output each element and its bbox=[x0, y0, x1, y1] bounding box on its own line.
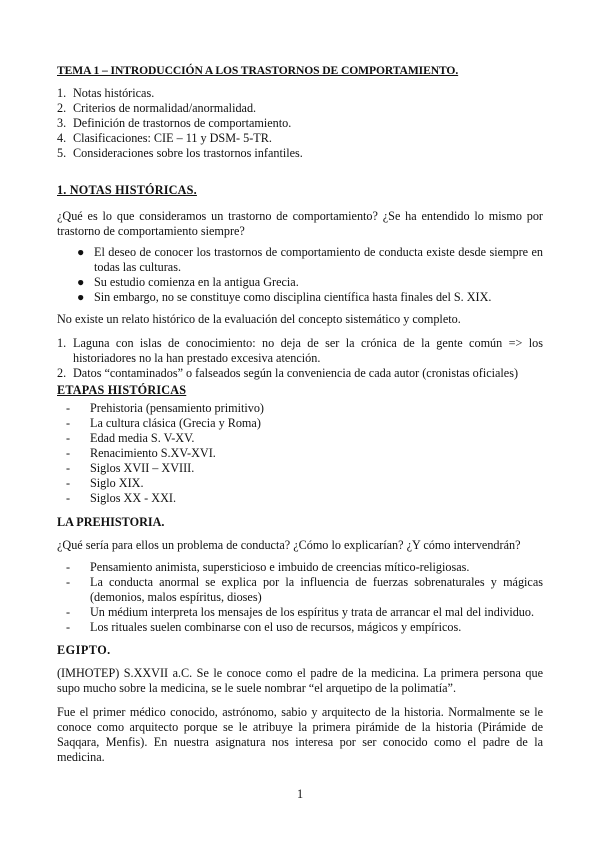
prehistoria-item bbox=[57, 575, 543, 605]
dash-marker: - bbox=[66, 431, 71, 445]
toc-number: 5. bbox=[57, 146, 67, 160]
toc-number: 4. bbox=[57, 131, 67, 145]
reason-item bbox=[57, 366, 543, 381]
etapa-item bbox=[57, 401, 543, 416]
prehistoria-item bbox=[57, 560, 543, 575]
etapa-item bbox=[57, 476, 543, 491]
section-heading-prehistoria: LA PREHISTORIA. bbox=[57, 515, 165, 529]
etapa-item bbox=[57, 461, 543, 476]
toc-text: Definición de trastornos de comportamiento. bbox=[73, 116, 292, 130]
etapas-list bbox=[57, 401, 543, 506]
egipto-paragraph-1: (IMHOTEP) S.XXVII a.C. Se le conoce como el padre de la medicina. La primera persona que supo mucho sobre la medicina, se le suele nombrar “el arquetipo de la polimatía”. bbox=[57, 666, 543, 695]
bullet-text: Sin embargo, no se constituye como disciplina científica hasta finales del S. XIX. bbox=[94, 290, 492, 304]
toc-text: Notas históricas. bbox=[73, 86, 155, 100]
prehistoria-item bbox=[57, 605, 543, 620]
table-of-contents bbox=[57, 86, 543, 161]
dash-marker: - bbox=[66, 560, 71, 574]
section-heading-egipto: EGIPTO. bbox=[57, 643, 111, 657]
etapa-text: Siglo XIX. bbox=[90, 476, 144, 490]
etapa-item bbox=[57, 416, 543, 431]
toc-number: 3. bbox=[57, 116, 67, 130]
prehistoria-question: ¿Qué sería para ellos un problema de conducta? ¿Cómo lo explicarían? ¿Y cómo intervendrán? bbox=[57, 538, 521, 552]
dash-marker: - bbox=[66, 446, 71, 460]
paragraph-no-relato: No existe un relato histórico de la evaluación del concepto sistemático y completo. bbox=[57, 312, 461, 326]
reason-text: Laguna con islas de conocimiento: no deja de ser la crónica de la gente común => los historiadores no la han prestado excesiva atención. bbox=[73, 336, 543, 365]
reasons-list bbox=[57, 336, 543, 381]
toc-item bbox=[57, 116, 543, 131]
bullet-text: Su estudio comienza en la antigua Grecia. bbox=[94, 275, 299, 289]
prehistoria-text: Un médium interpreta los mensajes de los espíritus y trata de arrancar el mal del individuo. bbox=[90, 605, 535, 619]
toc-text: Criterios de normalidad/anormalidad. bbox=[73, 101, 257, 115]
dash-marker: - bbox=[66, 491, 71, 505]
bullet-icon: ● bbox=[77, 245, 85, 259]
etapa-text: Prehistoria (pensamiento primitivo) bbox=[90, 401, 264, 415]
page-title: TEMA 1 – INTRODUCCIÓN A LOS TRASTORNOS DE COMPORTAMIENTO. bbox=[57, 64, 459, 77]
section-heading-etapas: ETAPAS HISTÓRICAS bbox=[57, 383, 187, 397]
toc-item bbox=[57, 101, 543, 116]
toc-number: 2. bbox=[57, 101, 67, 115]
etapa-text: Renacimiento S.XV-XVI. bbox=[90, 446, 216, 460]
dash-marker: - bbox=[66, 575, 71, 589]
etapa-text: La cultura clásica (Grecia y Roma) bbox=[90, 416, 261, 430]
bullet-item bbox=[57, 290, 543, 305]
bullet-list bbox=[57, 245, 543, 305]
etapa-text: Siglos XX - XXI. bbox=[90, 491, 176, 505]
etapa-text: Siglos XVII – XVIII. bbox=[90, 461, 195, 475]
dash-marker: - bbox=[66, 401, 71, 415]
toc-text: Consideraciones sobre los trastornos infantiles. bbox=[73, 146, 303, 160]
egipto-paragraph-2: Fue el primer médico conocido, astrónomo, sabio y arquitecto de la historia. Normalmente se le conoce como arquitecto porque se le atribuye la primera pirámide de la historia (Pirámide de Saqqara, Menfis). En nuestra asignatura nos interesa por ser conocido como el padre de la medicina. bbox=[57, 705, 543, 764]
section-heading-notas-historicas: 1. NOTAS HISTÓRICAS. bbox=[57, 183, 197, 197]
bullet-icon: ● bbox=[77, 275, 85, 289]
toc-item bbox=[57, 146, 543, 161]
intro-question: ¿Qué es lo que consideramos un trastorno de comportamiento? ¿Se ha entendido lo mismo por trastorno de comportamiento siempre? bbox=[57, 209, 543, 238]
dash-marker: - bbox=[66, 620, 71, 634]
toc-item bbox=[57, 131, 543, 146]
reason-text: Datos “contaminados” o falseados según la conveniencia de cada autor (cronistas oficiales) bbox=[73, 366, 519, 380]
prehistoria-item bbox=[57, 620, 543, 635]
toc-number: 1. bbox=[57, 86, 67, 100]
reason-item bbox=[57, 336, 543, 366]
prehistoria-list bbox=[57, 560, 543, 635]
prehistoria-text: Pensamiento animista, supersticioso e imbuido de creencias mítico-religiosas. bbox=[90, 560, 470, 574]
dash-marker: - bbox=[66, 416, 71, 430]
etapa-item bbox=[57, 446, 543, 461]
bullet-item bbox=[57, 245, 543, 275]
reason-number: 2. bbox=[57, 366, 67, 380]
page-number: 1 bbox=[296, 787, 304, 801]
toc-text: Clasificaciones: CIE – 11 y DSM- 5-TR. bbox=[73, 131, 272, 145]
etapa-item bbox=[57, 491, 543, 506]
etapa-item bbox=[57, 431, 543, 446]
prehistoria-text: Los rituales suelen combinarse con el uso de recursos, mágicos y empíricos. bbox=[90, 620, 462, 634]
prehistoria-text: La conducta anormal se explica por la influencia de fuerzas sobrenaturales y mágicas (demonios, malos espíritus, dioses) bbox=[90, 575, 543, 604]
document-page bbox=[57, 63, 543, 765]
dash-marker: - bbox=[66, 476, 71, 490]
bullet-item bbox=[57, 275, 543, 290]
dash-marker: - bbox=[66, 461, 71, 475]
etapa-text: Edad media S. V-XV. bbox=[90, 431, 195, 445]
bullet-icon: ● bbox=[77, 290, 85, 304]
bullet-text: El deseo de conocer los trastornos de comportamiento de conducta existe desde siempre en todas las culturas. bbox=[94, 245, 543, 274]
toc-item bbox=[57, 86, 543, 101]
reason-number: 1. bbox=[57, 336, 67, 350]
dash-marker: - bbox=[66, 605, 71, 619]
